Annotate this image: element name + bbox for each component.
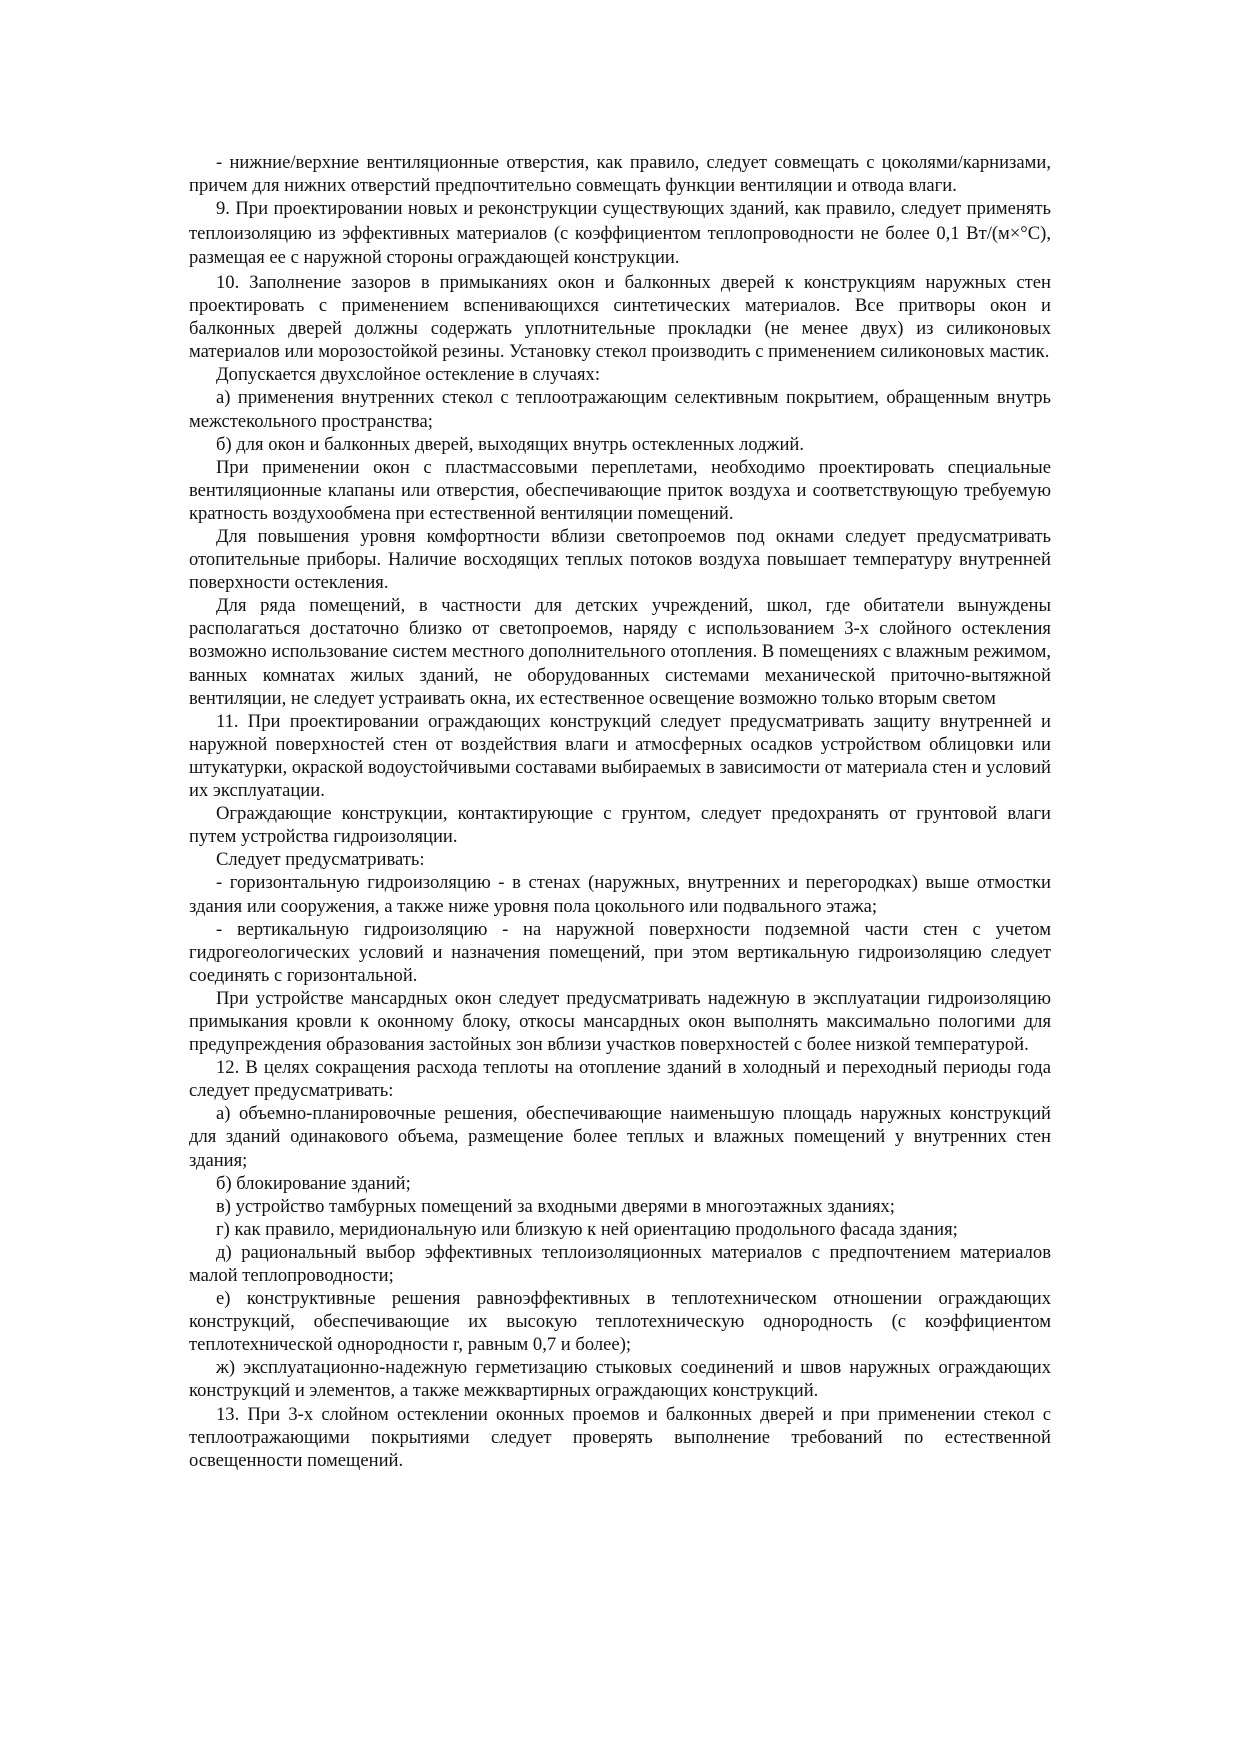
paragraph-vertical-waterproofing: - вертикальную гидроизоляцию - на наружной поверхности подземной части стен с учетом гидрогеологических условий и назначения помещений, при этом вертикальную гидроизоляцию следует соединять с горизонтальной. — [189, 918, 1051, 986]
document-page — [189, 151, 1051, 1472]
paragraph-item-9: 9. При проектировании новых и реконструкции существующих зданий, как правило, следует применять теплоизоляцию из эффективных материалов (с коэффициентом теплопроводности не более 0,1 Вт/(м×°С), размещая ее с наружной стороны ограждающей конструкции. — [189, 198, 1051, 269]
paragraph-item-12-d: д) рациональный выбор эффективных теплоизоляционных материалов с предпочтением материалов малой теплопроводности; — [189, 1241, 1051, 1286]
paragraph-should-provide: Следует предусматривать: — [216, 849, 425, 871]
paragraph-ground-contact: Ограждающие конструкции, контактирующие с грунтом, следует предохранять от грунтовой влаги путем устройства гидроизоляции. — [189, 803, 1051, 848]
paragraph-item-11: 11. При проектировании ограждающих конструкций следует предусматривать защиту внутренней и наружной поверхностей стен от воздействия влаги и атмосферных осадков устройством облицовки или штукатурки, окраской водоустойчивыми составами выбираемых в зависимости от материала стен и условий их эксплуатации. — [189, 710, 1051, 802]
paragraph-item-12: 12. В целях сокращения расхода теплоты на отопление зданий в холодный и переходный периоды года следует предусматривать: — [189, 1057, 1051, 1102]
paragraph-item-12-e: е) конструктивные решения равноэффективных в теплотехническом отношении ограждающих конструкций, обеспечивающие их высокую теплотехническую однородность (с коэффициентом теплотехнической однородности r, равным 0,7 и более); — [189, 1288, 1051, 1356]
paragraph-mansard-windows: При устройстве мансардных окон следует предусматривать надежную в эксплуатации гидроизоляцию примыкания кровли к оконному блоку, откосы мансардных окон выполнять максимально пологими для предупреждения образования застойных зон вблизи участков поверхностей с более низкой температурой. — [189, 987, 1051, 1056]
paragraph-item-10: 10. Заполнение зазоров в примыканиях окон и балконных дверей к конструкциям наружных стен проектировать с применением вспенивающихся синтетических материалов. Все притворы окон и балконных дверей должны содержать уплотнительные прокладки (не менее двух) из силиконовых материалов или морозостойкой резины. Установку стекол производить с применением силиконовых мастик. — [189, 271, 1051, 363]
paragraph-double-glazing-a: а) применения внутренних стекол с теплоотражающим селективным покрытием, обращенным внутрь межстекольного пространства; — [189, 387, 1051, 432]
paragraph-children-facilities: Для ряда помещений, в частности для детских учреждений, школ, где обитатели вынуждены располагаться достаточно близко от светопроемов, наряду с использованием 3-х слойного остекления возможно использование систем местного дополнительного отопления. В помещениях с влажным режимом, ванных комнатах жилых зданий, не оборудованных системами механической приточно-вытяжной вентиляции, не следует устраивать окна, их естественное освещение возможно только вторым светом — [189, 595, 1051, 709]
paragraph-plastic-frames: При применении окон с пластмассовыми переплетами, необходимо проектировать специальные вентиляционные клапаны или отверстия, обеспечивающие приток воздуха и соответствующую требуемую кратность воздухообмена при естественной вентиляции помещений. — [189, 456, 1051, 524]
paragraph-vent-openings: - нижние/верхние вентиляционные отверстия, как правило, следует совмещать с цоколями/карнизами, причем для нижних отверстий предпочтительно совмещать функции вентиляции и отвода влаги. — [189, 152, 1051, 197]
paragraph-item-13: 13. При 3-х слойном остеклении оконных проемов и балконных дверей и при применении стекол с теплоотражающими покрытиями следует проверять выполнение требований по естественной освещенности помещений. — [189, 1403, 1051, 1471]
paragraph-item-12-v: в) устройство тамбурных помещений за входными дверями в многоэтажных зданиях; — [216, 1195, 895, 1217]
paragraph-item-12-a: а) объемно-планировочные решения, обеспечивающие наименьшую площадь наружных конструкций для зданий одинакового объема, размещение более теплых и влажных помещений у внутренних стен здания; — [189, 1103, 1051, 1171]
paragraph-item-12-b: б) блокирование зданий; — [216, 1172, 411, 1194]
paragraph-horizontal-waterproofing: - горизонтальную гидроизоляцию - в стенах (наружных, внутренних и перегородках) выше отмостки здания или сооружения, а также ниже уровня пола цокольного или подвального этажа; — [189, 872, 1051, 917]
paragraph-item-12-g: г) как правило, меридиональную или близкую к ней ориентацию продольного фасада здания; — [216, 1218, 958, 1240]
paragraph-double-glazing-b: б) для окон и балконных дверей, выходящих внутрь остекленных лоджий. — [216, 433, 805, 455]
paragraph-comfort: Для повышения уровня комфортности вблизи светопроемов под окнами следует предусматривать отопительные приборы. Наличие восходящих теплых потоков воздуха повышает температуру внутренней поверхности остекления. — [189, 526, 1051, 594]
paragraph-double-glazing: Допускается двухслойное остекление в случаях: — [216, 364, 600, 386]
paragraph-item-12-zh: ж) эксплуатационно-надежную герметизацию стыковых соединений и швов наружных ограждающих конструкций и элементов, а также межквартирных ограждающих конструкций. — [189, 1357, 1051, 1402]
